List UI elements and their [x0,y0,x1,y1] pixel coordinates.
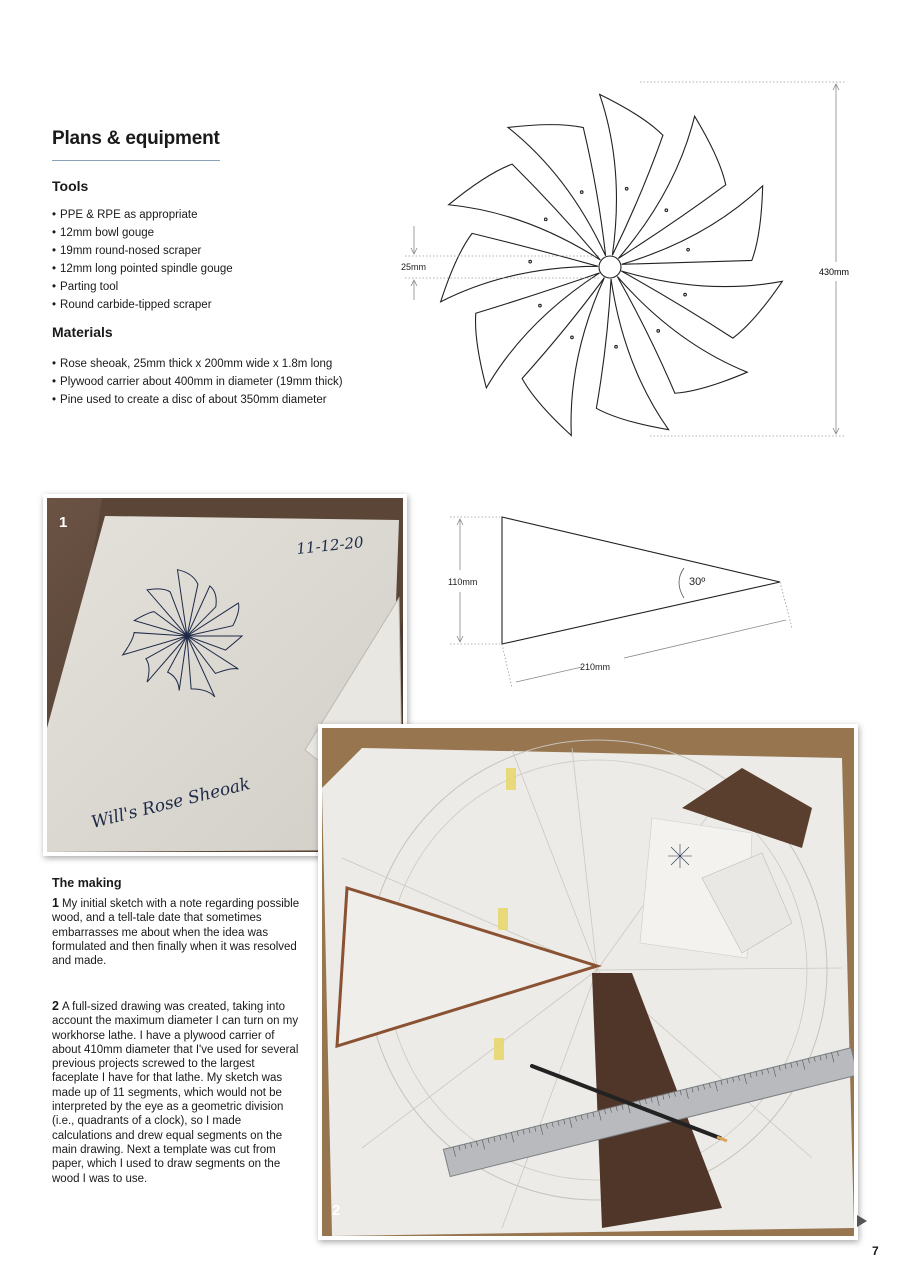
petal-marker [529,260,532,263]
list-item: • 12mm bowl gouge [52,224,233,242]
petal-marker [544,218,547,221]
petal-marker [687,248,690,251]
step-number: 1 [52,896,59,910]
page-title: Plans & equipment [52,128,220,149]
petal-marker [657,330,660,333]
section-heading: The making [52,876,122,890]
segment-angle-label: 30º [689,576,706,588]
petal-marker [615,345,618,348]
page-number: 7 [872,1244,879,1258]
paragraph [52,896,300,968]
paragraph-text: A full-sized drawing was created, taking into account the maximum diameter I can turn on my workhorse lathe. I have a plywood carrier of about 410mm diameter that I've used for several previous projects screwed to the largest faceplate I have for that lathe. My sketch was made up of 11 segments, which would not be interpreted by the eye as a geometric division (i.e., quadrants of a clock), so I made calculations and drew equal segments on the main drawing. Next a template was cut from paper, which I used to draw segments on the wood I was to use. [52,1001,299,1185]
sketch-caption: Will's Rose Sheoak [89,774,253,833]
hub-circle [599,256,621,278]
segment-length-label: 210mm [580,662,611,672]
petal-marker [539,304,542,307]
list-item: • PPE & RPE as appropriate [52,206,233,224]
list-item: • Parting tool [52,278,233,296]
paragraph [52,999,300,1186]
materials-list [52,355,343,409]
next-page-arrow-icon[interactable] [857,1215,867,1227]
petal-marker [571,336,574,339]
list-item: • Pine used to create a disc of about 350mm diameter [52,391,343,409]
photo-template-layout [318,724,858,1240]
list-item: • Round carbide-tipped scraper [52,296,233,314]
materials-heading: Materials [52,324,113,340]
tools-list [52,206,233,314]
list-item: • Rose sheoak, 25mm thick x 200mm wide x 1.8m long [52,355,343,373]
petal-marker [684,293,687,296]
photo-number: 2 [332,1202,341,1219]
rose-plan-diagram [395,76,865,448]
list-item: • 19mm round-nosed scraper [52,242,233,260]
sketch-date: 11-12-20 [295,533,365,558]
list-item: • 12mm long pointed spindle gouge [52,260,233,278]
photo-number: 1 [59,514,68,531]
step-number: 2 [52,999,59,1013]
segment-triangle [502,517,780,644]
petal-marker [665,209,668,212]
list-item: • Plywood carrier about 400mm in diameter (19mm thick) [52,373,343,391]
paragraph-text: My initial sketch with a note regarding possible wood, and a tell-tale date that sometimes embarrasses me about when the idea was formulated and then finally when it was resolved and made. [52,898,300,968]
tools-heading: Tools [52,178,89,194]
segment-height-label: 110mm [448,577,478,587]
hub-dimension-label: 25mm [401,262,427,272]
petal-marker [580,191,583,194]
title-underline [52,160,220,161]
segment-template-diagram [440,508,800,703]
height-dimension-label: 430mm [819,267,850,277]
petal-marker [625,187,628,190]
